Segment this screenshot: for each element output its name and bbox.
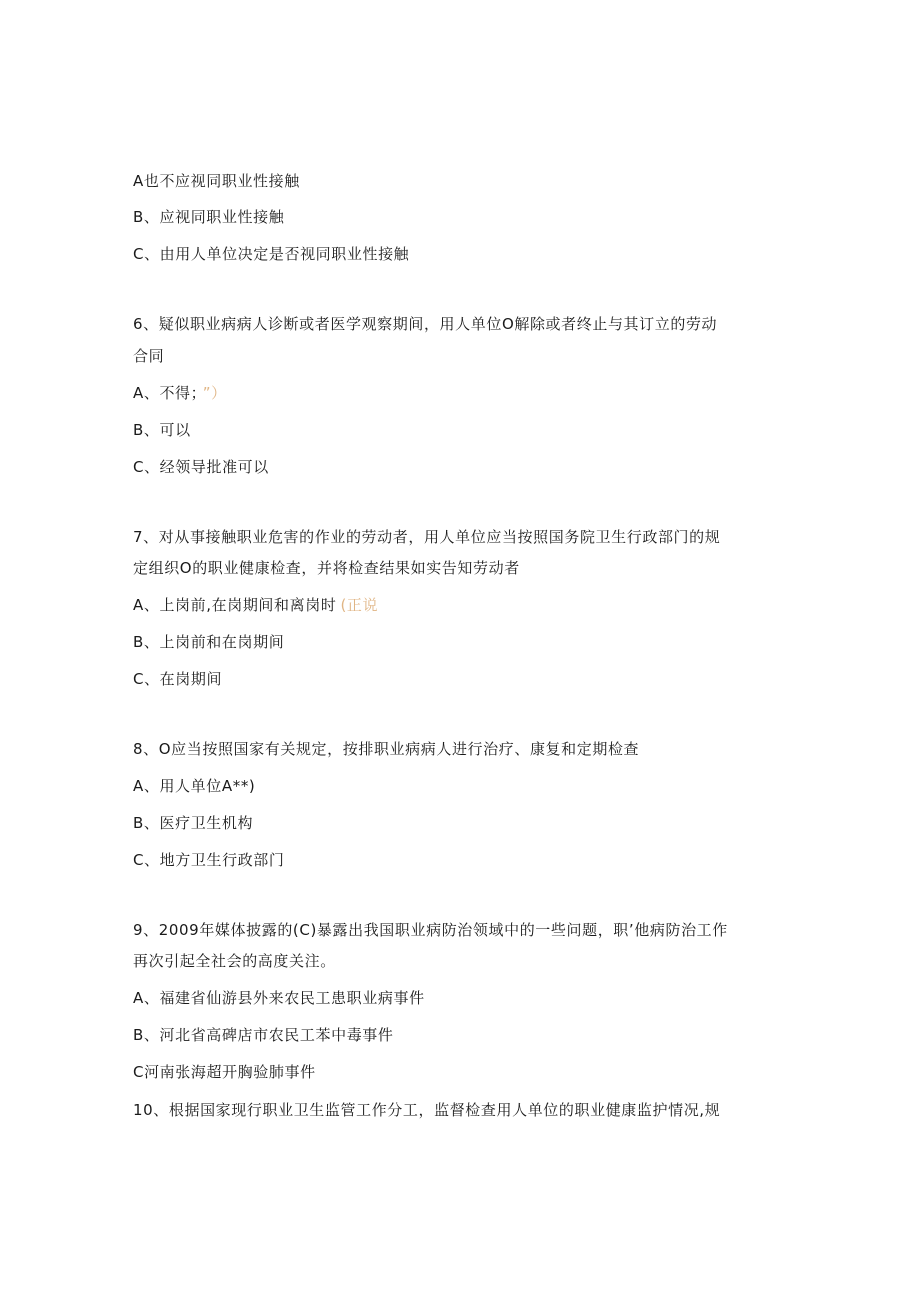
line-text: A、上岗前,在岗期间和离岗时 [133, 596, 337, 614]
line-text: 合同 [133, 347, 165, 365]
line-text: B、应视同职业性接触 [133, 208, 285, 226]
question-9-line-1 [133, 920, 783, 940]
line-text: 定组织O的职业健康检查，并将检查结果如实告知劳动者 [133, 559, 520, 577]
line-text: 6、疑似职业病病人诊断或者医学观察期间，用人单位O解除或者终止与其订立的劳动 [133, 315, 718, 333]
option-8a [133, 776, 783, 796]
option-5b [133, 207, 783, 227]
line-text: A、不得； [133, 384, 199, 402]
option-9c [133, 1062, 783, 1082]
line-text: 9、2009年媒体披露的(C)暴露出我国职业病防治领域中的一些问题，职’他病防治工作 [133, 921, 728, 939]
line-text: C河南张海超开胸验肺事件 [133, 1063, 316, 1081]
line-text: A也不应视同职业性接触 [133, 172, 300, 190]
option-8b [133, 813, 783, 833]
line-text: 再次引起全社会的高度关注。 [133, 952, 336, 970]
line-text: 7、对从事接触职业危害的作业的劳动者，用人单位应当按照国务院卫生行政部门的规 [133, 528, 721, 546]
option-9a [133, 988, 783, 1008]
answer-mark: (正说 [340, 596, 379, 614]
line-text: 10、根据国家现行职业卫生监管工作分工，监督检查用人单位的职业健康监护情况,规 [133, 1101, 721, 1119]
line-text: B、河北省高碑店市农民工苯中毒事件 [133, 1026, 394, 1044]
option-5a [133, 171, 783, 191]
question-7-line-1 [133, 527, 783, 547]
line-text: B、上岗前和在岗期间 [133, 633, 285, 651]
line-text: B、可以 [133, 421, 191, 439]
line-text: C、由用人单位决定是否视同职业性接触 [133, 245, 410, 263]
option-7a [133, 595, 783, 615]
question-6-line-1 [133, 314, 783, 334]
option-6a [133, 383, 783, 403]
question-6-line-2 [133, 346, 783, 366]
option-8c [133, 850, 783, 870]
option-6b [133, 420, 783, 440]
line-text: C、地方卫生行政部门 [133, 851, 285, 869]
line-text: 8、O应当按照国家有关规定，按排职业病病人进行治疗、康复和定期检查 [133, 740, 640, 758]
option-6c [133, 457, 783, 477]
line-text: A、用人单位A**) [133, 777, 256, 795]
option-7b [133, 632, 783, 652]
option-7c [133, 669, 783, 689]
question-10-line-1 [133, 1100, 783, 1120]
answer-mark: ”） [202, 384, 227, 402]
option-9b [133, 1025, 783, 1045]
question-9-line-2 [133, 951, 783, 971]
question-7-line-2 [133, 558, 783, 578]
line-text: C、经领导批准可以 [133, 458, 269, 476]
option-5c [133, 244, 783, 264]
line-text: A、福建省仙游县外来农民工患职业病事件 [133, 989, 425, 1007]
question-8 [133, 739, 783, 759]
line-text: B、医疗卫生机构 [133, 814, 254, 832]
line-text: C、在岗期间 [133, 670, 223, 688]
